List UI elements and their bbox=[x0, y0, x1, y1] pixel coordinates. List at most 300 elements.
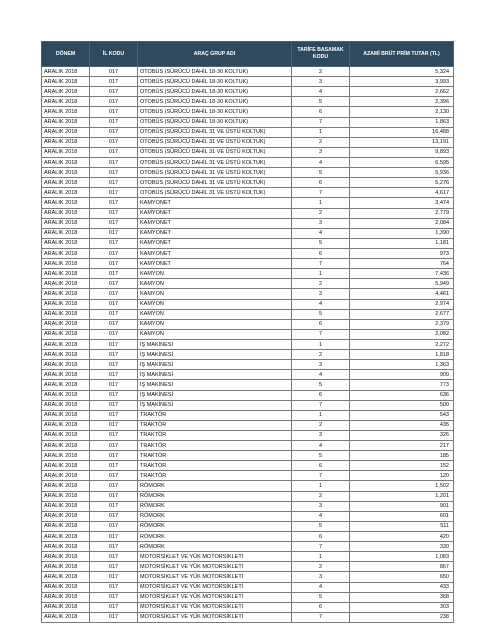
table-row bbox=[42, 410, 454, 420]
cell-arac-grup-adi: KAMYON bbox=[138, 299, 292, 309]
table-row bbox=[42, 370, 454, 380]
cell-tarife-basamak-kodu: 4 bbox=[292, 441, 350, 451]
cell-tarife-basamak-kodu: 1 bbox=[292, 552, 350, 562]
cell-il-kodu: 017 bbox=[90, 218, 138, 228]
cell-il-kodu: 017 bbox=[90, 350, 138, 360]
cell-azami-brut-prim-tutar: 3,474 bbox=[350, 198, 454, 208]
table-row bbox=[42, 390, 454, 400]
cell-tarife-basamak-kodu: 2 bbox=[292, 279, 350, 289]
header-arac-grup-adi: ARAÇ GRUP ADI bbox=[138, 42, 292, 67]
table-row bbox=[42, 441, 454, 451]
cell-tarife-basamak-kodu: 2 bbox=[292, 208, 350, 218]
cell-il-kodu: 017 bbox=[90, 259, 138, 269]
cell-azami-brut-prim-tutar: 9,893 bbox=[350, 147, 454, 157]
cell-donem: ARALIK 2018 bbox=[42, 248, 90, 258]
cell-il-kodu: 017 bbox=[90, 441, 138, 451]
cell-il-kodu: 017 bbox=[90, 360, 138, 370]
cell-donem: ARALIK 2018 bbox=[42, 147, 90, 157]
cell-il-kodu: 017 bbox=[90, 532, 138, 542]
cell-azami-brut-prim-tutar: 973 bbox=[350, 248, 454, 258]
cell-arac-grup-adi: İŞ MAKİNESİ bbox=[138, 380, 292, 390]
cell-tarife-basamak-kodu: 5 bbox=[292, 592, 350, 602]
cell-tarife-basamak-kodu: 4 bbox=[292, 370, 350, 380]
cell-azami-brut-prim-tutar: 1,863 bbox=[350, 117, 454, 127]
table-row bbox=[42, 117, 454, 127]
cell-tarife-basamak-kodu: 4 bbox=[292, 157, 350, 167]
cell-donem: ARALIK 2018 bbox=[42, 572, 90, 582]
table-row bbox=[42, 178, 454, 188]
cell-donem: ARALIK 2018 bbox=[42, 168, 90, 178]
cell-tarife-basamak-kodu: 6 bbox=[292, 107, 350, 117]
cell-azami-brut-prim-tutar: 2,396 bbox=[350, 97, 454, 107]
cell-il-kodu: 017 bbox=[90, 168, 138, 178]
header-row bbox=[42, 42, 454, 67]
cell-donem: ARALIK 2018 bbox=[42, 107, 90, 117]
cell-il-kodu: 017 bbox=[90, 430, 138, 440]
table-row bbox=[42, 97, 454, 107]
table-row bbox=[42, 471, 454, 481]
cell-arac-grup-adi: KAMYON bbox=[138, 319, 292, 329]
table-row bbox=[42, 147, 454, 157]
cell-arac-grup-adi: MOTORSİKLET VE YÜK MOTORSİKLETİ bbox=[138, 552, 292, 562]
cell-arac-grup-adi: RÖMORK bbox=[138, 501, 292, 511]
cell-il-kodu: 017 bbox=[90, 471, 138, 481]
cell-il-kodu: 017 bbox=[90, 612, 138, 622]
cell-tarife-basamak-kodu: 7 bbox=[292, 329, 350, 339]
cell-azami-brut-prim-tutar: 7,436 bbox=[350, 269, 454, 279]
cell-donem: ARALIK 2018 bbox=[42, 582, 90, 592]
table-row bbox=[42, 612, 454, 622]
table-row bbox=[42, 279, 454, 289]
cell-donem: ARALIK 2018 bbox=[42, 87, 90, 97]
cell-donem: ARALIK 2018 bbox=[42, 441, 90, 451]
cell-tarife-basamak-kodu: 5 bbox=[292, 309, 350, 319]
cell-azami-brut-prim-tutar: 867 bbox=[350, 562, 454, 572]
cell-il-kodu: 017 bbox=[90, 248, 138, 258]
cell-arac-grup-adi: OTOBÜS (SÜRÜCÜ DAHİL 31 VE ÜSTÜ KOLTUK) bbox=[138, 127, 292, 137]
cell-azami-brut-prim-tutar: 6,595 bbox=[350, 157, 454, 167]
cell-azami-brut-prim-tutar: 500 bbox=[350, 400, 454, 410]
cell-azami-brut-prim-tutar: 185 bbox=[350, 451, 454, 461]
cell-azami-brut-prim-tutar: 433 bbox=[350, 582, 454, 592]
table-row bbox=[42, 461, 454, 471]
cell-arac-grup-adi: MOTORSİKLET VE YÜK MOTORSİKLETİ bbox=[138, 562, 292, 572]
cell-tarife-basamak-kodu: 1 bbox=[292, 339, 350, 349]
cell-tarife-basamak-kodu: 4 bbox=[292, 87, 350, 97]
cell-tarife-basamak-kodu: 5 bbox=[292, 238, 350, 248]
cell-arac-grup-adi: RÖMORK bbox=[138, 542, 292, 552]
cell-tarife-basamak-kodu: 4 bbox=[292, 299, 350, 309]
cell-azami-brut-prim-tutar: 435 bbox=[350, 420, 454, 430]
cell-arac-grup-adi: RÖMORK bbox=[138, 491, 292, 501]
cell-tarife-basamak-kodu: 6 bbox=[292, 602, 350, 612]
header-il-kodu: İL KODU bbox=[90, 42, 138, 67]
cell-arac-grup-adi: TRAKTÖR bbox=[138, 461, 292, 471]
cell-arac-grup-adi: TRAKTÖR bbox=[138, 471, 292, 481]
cell-azami-brut-prim-tutar: 13,191 bbox=[350, 137, 454, 147]
table-row bbox=[42, 329, 454, 339]
cell-tarife-basamak-kodu: 5 bbox=[292, 168, 350, 178]
cell-arac-grup-adi: OTOBÜS (SÜRÜCÜ DAHİL 18-30 KOLTUK) bbox=[138, 67, 292, 77]
cell-donem: ARALIK 2018 bbox=[42, 228, 90, 238]
cell-il-kodu: 017 bbox=[90, 299, 138, 309]
table-row bbox=[42, 248, 454, 258]
table-row bbox=[42, 542, 454, 552]
cell-azami-brut-prim-tutar: 909 bbox=[350, 370, 454, 380]
cell-azami-brut-prim-tutar: 5,276 bbox=[350, 178, 454, 188]
cell-il-kodu: 017 bbox=[90, 511, 138, 521]
cell-azami-brut-prim-tutar: 650 bbox=[350, 572, 454, 582]
table-row bbox=[42, 360, 454, 370]
cell-azami-brut-prim-tutar: 1,363 bbox=[350, 360, 454, 370]
table-row bbox=[42, 380, 454, 390]
table-row bbox=[42, 137, 454, 147]
cell-tarife-basamak-kodu: 2 bbox=[292, 350, 350, 360]
table-row bbox=[42, 208, 454, 218]
cell-arac-grup-adi: OTOBÜS (SÜRÜCÜ DAHİL 31 VE ÜSTÜ KOLTUK) bbox=[138, 188, 292, 198]
table-row bbox=[42, 339, 454, 349]
cell-donem: ARALIK 2018 bbox=[42, 127, 90, 137]
cell-tarife-basamak-kodu: 6 bbox=[292, 319, 350, 329]
cell-donem: ARALIK 2018 bbox=[42, 471, 90, 481]
cell-tarife-basamak-kodu: 2 bbox=[292, 137, 350, 147]
cell-tarife-basamak-kodu: 7 bbox=[292, 471, 350, 481]
cell-azami-brut-prim-tutar: 773 bbox=[350, 380, 454, 390]
cell-tarife-basamak-kodu: 3 bbox=[292, 77, 350, 87]
cell-il-kodu: 017 bbox=[90, 329, 138, 339]
cell-tarife-basamak-kodu: 2 bbox=[292, 491, 350, 501]
table-row bbox=[42, 511, 454, 521]
cell-arac-grup-adi: KAMYONET bbox=[138, 248, 292, 258]
cell-il-kodu: 017 bbox=[90, 592, 138, 602]
cell-arac-grup-adi: KAMYONET bbox=[138, 228, 292, 238]
cell-il-kodu: 017 bbox=[90, 552, 138, 562]
cell-donem: ARALIK 2018 bbox=[42, 360, 90, 370]
cell-azami-brut-prim-tutar: 4,617 bbox=[350, 188, 454, 198]
cell-arac-grup-adi: İŞ MAKİNESİ bbox=[138, 370, 292, 380]
cell-donem: ARALIK 2018 bbox=[42, 77, 90, 87]
cell-il-kodu: 017 bbox=[90, 137, 138, 147]
cell-tarife-basamak-kodu: 5 bbox=[292, 97, 350, 107]
cell-tarife-basamak-kodu: 1 bbox=[292, 127, 350, 137]
cell-donem: ARALIK 2018 bbox=[42, 137, 90, 147]
cell-arac-grup-adi: KAMYONET bbox=[138, 198, 292, 208]
cell-azami-brut-prim-tutar: 368 bbox=[350, 592, 454, 602]
cell-donem: ARALIK 2018 bbox=[42, 350, 90, 360]
cell-azami-brut-prim-tutar: 636 bbox=[350, 390, 454, 400]
cell-donem: ARALIK 2018 bbox=[42, 532, 90, 542]
cell-azami-brut-prim-tutar: 1,390 bbox=[350, 228, 454, 238]
cell-arac-grup-adi: TRAKTÖR bbox=[138, 410, 292, 420]
table-row bbox=[42, 67, 454, 77]
cell-tarife-basamak-kodu: 3 bbox=[292, 501, 350, 511]
cell-donem: ARALIK 2018 bbox=[42, 188, 90, 198]
cell-arac-grup-adi: OTOBÜS (SÜRÜCÜ DAHİL 18-30 KOLTUK) bbox=[138, 117, 292, 127]
cell-arac-grup-adi: KAMYONET bbox=[138, 208, 292, 218]
cell-donem: ARALIK 2018 bbox=[42, 501, 90, 511]
cell-azami-brut-prim-tutar: 2,677 bbox=[350, 309, 454, 319]
cell-arac-grup-adi: İŞ MAKİNESİ bbox=[138, 400, 292, 410]
cell-il-kodu: 017 bbox=[90, 228, 138, 238]
cell-azami-brut-prim-tutar: 2,082 bbox=[350, 329, 454, 339]
cell-il-kodu: 017 bbox=[90, 400, 138, 410]
cell-il-kodu: 017 bbox=[90, 370, 138, 380]
cell-azami-brut-prim-tutar: 120 bbox=[350, 471, 454, 481]
table-row bbox=[42, 218, 454, 228]
table-row bbox=[42, 157, 454, 167]
cell-arac-grup-adi: OTOBÜS (SÜRÜCÜ DAHİL 31 VE ÜSTÜ KOLTUK) bbox=[138, 137, 292, 147]
cell-donem: ARALIK 2018 bbox=[42, 390, 90, 400]
cell-arac-grup-adi: OTOBÜS (SÜRÜCÜ DAHİL 18-30 KOLTUK) bbox=[138, 77, 292, 87]
cell-arac-grup-adi: OTOBÜS (SÜRÜCÜ DAHİL 18-30 KOLTUK) bbox=[138, 107, 292, 117]
table-row bbox=[42, 168, 454, 178]
cell-tarife-basamak-kodu: 3 bbox=[292, 289, 350, 299]
cell-il-kodu: 017 bbox=[90, 67, 138, 77]
cell-azami-brut-prim-tutar: 2,662 bbox=[350, 87, 454, 97]
table-row bbox=[42, 592, 454, 602]
cell-donem: ARALIK 2018 bbox=[42, 279, 90, 289]
header-donem: DÖNEM bbox=[42, 42, 90, 67]
cell-arac-grup-adi: RÖMORK bbox=[138, 521, 292, 531]
table-row bbox=[42, 107, 454, 117]
table-row bbox=[42, 602, 454, 612]
cell-arac-grup-adi: OTOBÜS (SÜRÜCÜ DAHİL 31 VE ÜSTÜ KOLTUK) bbox=[138, 147, 292, 157]
cell-tarife-basamak-kodu: 6 bbox=[292, 390, 350, 400]
cell-azami-brut-prim-tutar: 303 bbox=[350, 602, 454, 612]
cell-azami-brut-prim-tutar: 152 bbox=[350, 461, 454, 471]
cell-donem: ARALIK 2018 bbox=[42, 511, 90, 521]
cell-arac-grup-adi: KAMYONET bbox=[138, 218, 292, 228]
cell-il-kodu: 017 bbox=[90, 572, 138, 582]
cell-donem: ARALIK 2018 bbox=[42, 67, 90, 77]
cell-donem: ARALIK 2018 bbox=[42, 208, 90, 218]
cell-arac-grup-adi: MOTORSİKLET VE YÜK MOTORSİKLETİ bbox=[138, 592, 292, 602]
table-row bbox=[42, 350, 454, 360]
cell-donem: ARALIK 2018 bbox=[42, 552, 90, 562]
cell-il-kodu: 017 bbox=[90, 491, 138, 501]
cell-tarife-basamak-kodu: 7 bbox=[292, 542, 350, 552]
cell-tarife-basamak-kodu: 5 bbox=[292, 380, 350, 390]
cell-il-kodu: 017 bbox=[90, 461, 138, 471]
cell-tarife-basamak-kodu: 2 bbox=[292, 562, 350, 572]
cell-arac-grup-adi: OTOBÜS (SÜRÜCÜ DAHİL 31 VE ÜSTÜ KOLTUK) bbox=[138, 157, 292, 167]
table-row bbox=[42, 481, 454, 491]
cell-il-kodu: 017 bbox=[90, 279, 138, 289]
cell-arac-grup-adi: KAMYONET bbox=[138, 238, 292, 248]
cell-arac-grup-adi: OTOBÜS (SÜRÜCÜ DAHİL 18-30 KOLTUK) bbox=[138, 87, 292, 97]
cell-arac-grup-adi: MOTORSİKLET VE YÜK MOTORSİKLETİ bbox=[138, 602, 292, 612]
cell-azami-brut-prim-tutar: 511 bbox=[350, 521, 454, 531]
cell-donem: ARALIK 2018 bbox=[42, 430, 90, 440]
table-row bbox=[42, 127, 454, 137]
cell-tarife-basamak-kodu: 6 bbox=[292, 461, 350, 471]
cell-arac-grup-adi: TRAKTÖR bbox=[138, 451, 292, 461]
cell-il-kodu: 017 bbox=[90, 380, 138, 390]
cell-tarife-basamak-kodu: 3 bbox=[292, 572, 350, 582]
cell-donem: ARALIK 2018 bbox=[42, 299, 90, 309]
cell-arac-grup-adi: TRAKTÖR bbox=[138, 430, 292, 440]
table-row bbox=[42, 521, 454, 531]
cell-il-kodu: 017 bbox=[90, 97, 138, 107]
header-tarife-basamak-kodu: TARİFE BASAMAK KODU bbox=[292, 42, 350, 67]
cell-il-kodu: 017 bbox=[90, 269, 138, 279]
table-row bbox=[42, 228, 454, 238]
cell-il-kodu: 017 bbox=[90, 410, 138, 420]
cell-azami-brut-prim-tutar: 420 bbox=[350, 532, 454, 542]
cell-tarife-basamak-kodu: 6 bbox=[292, 248, 350, 258]
table-row bbox=[42, 309, 454, 319]
cell-donem: ARALIK 2018 bbox=[42, 592, 90, 602]
cell-il-kodu: 017 bbox=[90, 178, 138, 188]
cell-donem: ARALIK 2018 bbox=[42, 269, 90, 279]
cell-donem: ARALIK 2018 bbox=[42, 218, 90, 228]
table-row bbox=[42, 420, 454, 430]
cell-arac-grup-adi: RÖMORK bbox=[138, 532, 292, 542]
cell-il-kodu: 017 bbox=[90, 157, 138, 167]
cell-arac-grup-adi: MOTORSİKLET VE YÜK MOTORSİKLETİ bbox=[138, 582, 292, 592]
cell-donem: ARALIK 2018 bbox=[42, 319, 90, 329]
cell-donem: ARALIK 2018 bbox=[42, 521, 90, 531]
cell-azami-brut-prim-tutar: 238 bbox=[350, 612, 454, 622]
cell-donem: ARALIK 2018 bbox=[42, 380, 90, 390]
cell-azami-brut-prim-tutar: 5,936 bbox=[350, 168, 454, 178]
table-header bbox=[42, 42, 454, 67]
cell-arac-grup-adi: OTOBÜS (SÜRÜCÜ DAHİL 31 VE ÜSTÜ KOLTUK) bbox=[138, 178, 292, 188]
cell-tarife-basamak-kodu: 3 bbox=[292, 218, 350, 228]
cell-tarife-basamak-kodu: 2 bbox=[292, 67, 350, 77]
cell-donem: ARALIK 2018 bbox=[42, 97, 90, 107]
cell-arac-grup-adi: KAMYON bbox=[138, 289, 292, 299]
table-row bbox=[42, 289, 454, 299]
cell-il-kodu: 017 bbox=[90, 420, 138, 430]
cell-donem: ARALIK 2018 bbox=[42, 562, 90, 572]
cell-azami-brut-prim-tutar: 16,488 bbox=[350, 127, 454, 137]
cell-donem: ARALIK 2018 bbox=[42, 491, 90, 501]
cell-il-kodu: 017 bbox=[90, 208, 138, 218]
cell-azami-brut-prim-tutar: 3,993 bbox=[350, 77, 454, 87]
table-row bbox=[42, 491, 454, 501]
cell-il-kodu: 017 bbox=[90, 147, 138, 157]
cell-il-kodu: 017 bbox=[90, 289, 138, 299]
cell-azami-brut-prim-tutar: 326 bbox=[350, 430, 454, 440]
cell-tarife-basamak-kodu: 7 bbox=[292, 259, 350, 269]
cell-il-kodu: 017 bbox=[90, 188, 138, 198]
cell-azami-brut-prim-tutar: 543 bbox=[350, 410, 454, 420]
cell-tarife-basamak-kodu: 2 bbox=[292, 420, 350, 430]
cell-donem: ARALIK 2018 bbox=[42, 602, 90, 612]
cell-tarife-basamak-kodu: 1 bbox=[292, 410, 350, 420]
cell-tarife-basamak-kodu: 3 bbox=[292, 430, 350, 440]
cell-tarife-basamak-kodu: 7 bbox=[292, 612, 350, 622]
cell-tarife-basamak-kodu: 1 bbox=[292, 269, 350, 279]
cell-tarife-basamak-kodu: 4 bbox=[292, 511, 350, 521]
cell-azami-brut-prim-tutar: 901 bbox=[350, 501, 454, 511]
cell-arac-grup-adi: TRAKTÖR bbox=[138, 441, 292, 451]
cell-il-kodu: 017 bbox=[90, 521, 138, 531]
cell-arac-grup-adi: KAMYON bbox=[138, 329, 292, 339]
cell-donem: ARALIK 2018 bbox=[42, 612, 90, 622]
cell-arac-grup-adi: MOTORSİKLET VE YÜK MOTORSİKLETİ bbox=[138, 612, 292, 622]
cell-tarife-basamak-kodu: 4 bbox=[292, 228, 350, 238]
cell-azami-brut-prim-tutar: 1,818 bbox=[350, 350, 454, 360]
table-row bbox=[42, 552, 454, 562]
cell-il-kodu: 017 bbox=[90, 481, 138, 491]
table-row bbox=[42, 188, 454, 198]
cell-tarife-basamak-kodu: 3 bbox=[292, 360, 350, 370]
cell-donem: ARALIK 2018 bbox=[42, 117, 90, 127]
table-row bbox=[42, 582, 454, 592]
table-row bbox=[42, 269, 454, 279]
cell-donem: ARALIK 2018 bbox=[42, 178, 90, 188]
cell-donem: ARALIK 2018 bbox=[42, 198, 90, 208]
cell-il-kodu: 017 bbox=[90, 501, 138, 511]
cell-azami-brut-prim-tutar: 1,502 bbox=[350, 481, 454, 491]
cell-arac-grup-adi: İŞ MAKİNESİ bbox=[138, 350, 292, 360]
cell-il-kodu: 017 bbox=[90, 127, 138, 137]
cell-tarife-basamak-kodu: 7 bbox=[292, 188, 350, 198]
cell-arac-grup-adi: İŞ MAKİNESİ bbox=[138, 360, 292, 370]
cell-azami-brut-prim-tutar: 2,130 bbox=[350, 107, 454, 117]
table-row bbox=[42, 259, 454, 269]
table-row bbox=[42, 501, 454, 511]
table-row bbox=[42, 451, 454, 461]
cell-azami-brut-prim-tutar: 5,324 bbox=[350, 67, 454, 77]
cell-azami-brut-prim-tutar: 4,461 bbox=[350, 289, 454, 299]
cell-arac-grup-adi: MOTORSİKLET VE YÜK MOTORSİKLETİ bbox=[138, 572, 292, 582]
table-row bbox=[42, 532, 454, 542]
cell-azami-brut-prim-tutar: 1,083 bbox=[350, 552, 454, 562]
cell-arac-grup-adi: TRAKTÖR bbox=[138, 420, 292, 430]
cell-tarife-basamak-kodu: 1 bbox=[292, 481, 350, 491]
cell-azami-brut-prim-tutar: 2,974 bbox=[350, 299, 454, 309]
cell-il-kodu: 017 bbox=[90, 582, 138, 592]
cell-arac-grup-adi: KAMYON bbox=[138, 279, 292, 289]
cell-donem: ARALIK 2018 bbox=[42, 420, 90, 430]
cell-azami-brut-prim-tutar: 330 bbox=[350, 542, 454, 552]
cell-il-kodu: 017 bbox=[90, 107, 138, 117]
table-row bbox=[42, 319, 454, 329]
cell-tarife-basamak-kodu: 5 bbox=[292, 451, 350, 461]
cell-azami-brut-prim-tutar: 2,272 bbox=[350, 339, 454, 349]
cell-arac-grup-adi: KAMYONET bbox=[138, 259, 292, 269]
cell-donem: ARALIK 2018 bbox=[42, 309, 90, 319]
cell-il-kodu: 017 bbox=[90, 117, 138, 127]
tariff-table bbox=[41, 41, 454, 623]
cell-il-kodu: 017 bbox=[90, 542, 138, 552]
table-row bbox=[42, 430, 454, 440]
cell-azami-brut-prim-tutar: 1,201 bbox=[350, 491, 454, 501]
table-row bbox=[42, 198, 454, 208]
cell-il-kodu: 017 bbox=[90, 77, 138, 87]
cell-azami-brut-prim-tutar: 2,779 bbox=[350, 208, 454, 218]
cell-donem: ARALIK 2018 bbox=[42, 157, 90, 167]
cell-arac-grup-adi: KAMYON bbox=[138, 309, 292, 319]
cell-il-kodu: 017 bbox=[90, 451, 138, 461]
cell-donem: ARALIK 2018 bbox=[42, 238, 90, 248]
cell-il-kodu: 017 bbox=[90, 198, 138, 208]
cell-il-kodu: 017 bbox=[90, 562, 138, 572]
table-row bbox=[42, 562, 454, 572]
header-azami-brut-prim-tutar: AZAMİ BRÜT PRİM TUTAR (TL) bbox=[350, 42, 454, 67]
cell-arac-grup-adi: İŞ MAKİNESİ bbox=[138, 339, 292, 349]
cell-tarife-basamak-kodu: 4 bbox=[292, 582, 350, 592]
cell-il-kodu: 017 bbox=[90, 339, 138, 349]
cell-azami-brut-prim-tutar: 5,949 bbox=[350, 279, 454, 289]
cell-tarife-basamak-kodu: 7 bbox=[292, 117, 350, 127]
cell-azami-brut-prim-tutar: 2,084 bbox=[350, 218, 454, 228]
cell-azami-brut-prim-tutar: 764 bbox=[350, 259, 454, 269]
cell-donem: ARALIK 2018 bbox=[42, 289, 90, 299]
